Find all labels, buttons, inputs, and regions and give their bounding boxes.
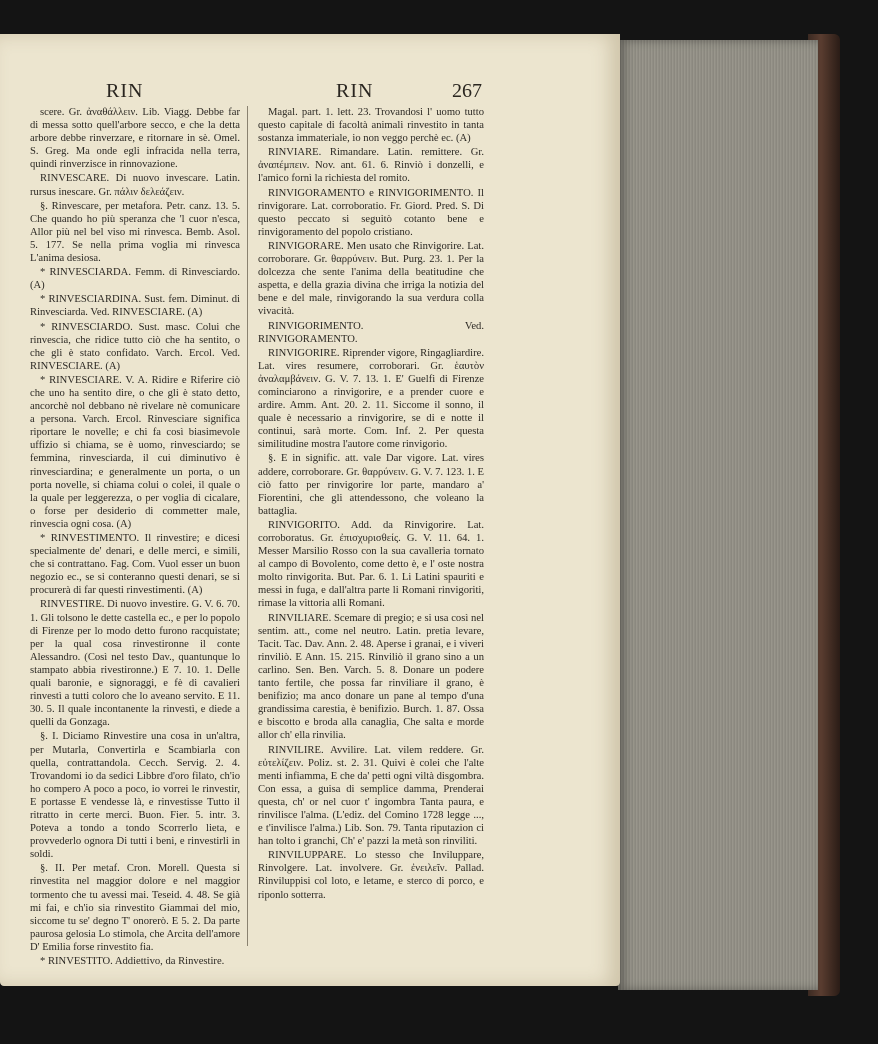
entry: RINVILIRE. Avvilire. Lat. vilem reddere. Gr. εὐτελίζειν. Poliz. st. 2. 31. Quivi è colei che l'alte menti infiamma, E che da' petti ogni viltà disgombra. Con essa, a guisa di semplice damma, Prenderai questa, ch' or nel cuor t' ingombra Tanta paura, e rinvilisce l'alma. (L'ediz. del Comino 1728 legge ..., e t'invilisce l'alma.) Lib. Son. 79. Tanta riputazion ci han tolto i granchi, Ch' e' pazzi la metà son rinviliti. bbox=[258, 744, 484, 848]
entry: * RINVESCIARDA. Femm. di Rinvesciardo. (A) bbox=[30, 267, 240, 292]
entry: * RINVESTITO. Addiettivo, da Rinvestire. bbox=[40, 956, 225, 967]
running-head-left: RIN bbox=[106, 80, 144, 102]
entry: Magal. part. 1. lett. 23. Trovandosi l' uomo tutto questo capitale di facoltà animali rinvestito in tanta sostanza immateriale, io non veggo perchè ec. (A) bbox=[258, 107, 484, 145]
entry: RINVILUPPARE. Lo stesso che Inviluppare, Rinvolgere. Lat. involvere. Gr. ἐνειλεῖν. Pallad. Rinviluppisi col loto, e letame, e sterco di porco, e riponlo sotterra. bbox=[258, 850, 484, 901]
entry: RINVIGORIMENTO. Ved. RINVIGORAMENTO. bbox=[258, 320, 484, 345]
entry: RINVIARE. Rimandare. Latin. remittere. Gr. ἀναπέμπειν. Nov. ant. 61. 6. Rinviò i donzelli, e l'amico fornì la richiesta del romito. bbox=[258, 147, 484, 185]
entry: * RINVESTIMENTO. Il rinvestire; e dicesi specialmente de' denari, e delle merci, e simili, che si contrattano. Fag. Com. Vuol esser un buon negozio ec., se si conteranno questi denari, se si procurerà di far questi rinvestimenti. (A) bbox=[30, 533, 240, 597]
open-book bbox=[0, 34, 840, 994]
entry: §. E in signific. att. vale Dar vigore. Lat. vires addere, corroborare. Gr. θαρρύνειν. G. V. 7. 123. 1. E ciò fatto per rinvigorire lor parte, mandaro a' Fiorentini, che gli attendessono, che voleano la battaglia. bbox=[258, 453, 484, 517]
right-column bbox=[258, 106, 484, 903]
entry: §. I. Diciamo Rinvestire una cosa in un'altra, per Mutarla, Convertirla e Scambiarla con quella, contrattandola. Cecch. Servig. 2. 4. Trovandomi io da sedici Libbre d'oro filato, ch'io ho compero A poco a poco, io vorrei le rinvestir, E portasse E vendesse là, e rinvestisse Tutto il ritratto in certe merci. Buon. Fier. 5. intr. 3. Poteva a tondo a tondo Scorrerlo lieta, e provvederlo ognora Di tutti i beni, e rinvestirli in soldi. bbox=[30, 731, 240, 861]
entry: RINVESCARE. Di nuovo invescare. Latin. rursus inescare. Gr. πάλιν δελεάζειν. bbox=[30, 173, 240, 198]
dictionary-page bbox=[0, 34, 620, 986]
entry: * RINVESCIARDINA. Sust. fem. Diminut. di Rinvesciarda. Ved. RINVESCIARE. (A) bbox=[30, 294, 240, 319]
running-head-right: RIN bbox=[336, 80, 374, 102]
entry: scere. Gr. ἀναθάλλειν. Lib. Viagg. Debbe far di messa sotto quell'arbore secco, e che la detta arbore debbe rinverzare, e ritornare in sè. Omel. S. Greg. Ma onde egli infracida nella terra, quindi rinverzisce in rinnovazione. bbox=[30, 107, 240, 171]
entry: RINVILIARE. Scemare di pregio; e si usa così nel sentim. att., come nel neutro. Latin. pretia levare, Tacit. Tac. Dav. Ann. 2. 48. Aperse i granai, e i viveri rinviliò. E Ann. 15. 215. Rinviliò il grano sino a un carlino. Sen. Ben. Varch. 5. 8. Donare un podere tanto fertile, che possa far rinviliare il grano, è benifizio; ma anco donare un pane al tempo d'una grandissima carestia, è benifizio. Burch. 1. 87. Ossa e biscotto e broda alla canaglia, Che salta e morde allor ch' ella rinvilia. bbox=[258, 612, 484, 742]
entry: * RINVESCIARDO. Sust. masc. Colui che rinvescia, che ridice tutto ciò che ha sentito, o che gli è stato confidato. Varch. Ercol. Ved. RINVESCIARE. (A) bbox=[30, 321, 240, 372]
column-divider bbox=[247, 106, 248, 946]
entry: RINVIGORARE. Men usato che Rinvigorire. Lat. corroborare. Gr. θαρρύνειν. But. Purg. 23. 1. Per la dolcezza che sente l'anima della beatitudine che aspetta, e della grazia divina che irriga la notizia del bene e del male, rinvigorando la sua verdura colla vivacità. bbox=[258, 240, 484, 318]
entry: * RINVESCIARE. V. A. Ridire e Riferire ciò che uno ha sentito dire, o che gli è stato detto, ancorchè nol debbano nè rivelare nè comunicare a persona. Varch. Ercol. Rinvesciare significa riportare le novelle; e chi fa così biasimevole uffizio si chiama, se è uomo, rinvesciardo; se femmina, rinvesciarda, il cui diminutivo è rinvesciardina; e generalmente un porta, o un porta novelle, si chiama colui o colei, il quale o la quale per leggerezza, o per voglia di cicalare, o forse per desiderio di commetter male, rinvescia ogni cosa. (A) bbox=[30, 374, 240, 530]
page-number: 267 bbox=[452, 80, 482, 102]
entry: §. Rinvescare, per metafora. Petr. canz. 13. 5. Che quando ho più speranza che 'l cuor n'esca, Allor più nel bel viso mi rinvesca. Bemb. Asol. 5. 177. Se nella prima voglia mi rinvesca L'anima desiosa. bbox=[30, 200, 240, 265]
entry: RINVESTIRE. Di nuovo investire. G. V. 6. 70. 1. Gli tolsono le dette castella ec., e per lo popolo di Firenze per lo modo detto furono racquistate; per la qual cosa rinvestironne il conte Alessandro. (Così nel testo Dav., quantunque lo stampato abbia rivestironne.) E 7. 10. 1. Delle quali baronie, e signoraggi, e fè di cavalieri rinvestì a tutti coloro che lo aveano servito. E 11. 30. 5. Il quale incontanente la rinvestì, e diede a quelli da Gonzaga. bbox=[30, 599, 240, 729]
entry: RINVIGORITO. Add. da Rinvigorire. Lat. corroboratus. Gr. ἐπισχυρισθείς. G. V. 11. 64. 1. Messer Marsilio Rosso con la sua cavalleria tornato al campo di Bovolento, come detto è, e l' oste nostra molto rinvigorita. But. Par. 6. 1. Li Latini spauriti e messi in fuga, e dall'altra parte li Romani rinvigoriti, rimase la vittoria alli Romani. bbox=[258, 519, 484, 610]
entry: RINVIGORIRE. Riprender vigore, Ringagliardire. Lat. vires resumere, corroborari. Gr. ἑαυτὸν ἀναλαμβάνειν. G. V. 7. 13. 1. E' Guelfi di Firenze cominciarono a rinvigorire, e a prender cuore e ardire. Amm. Ant. 20. 2. 11. Siccome il sonno, il quale è necessario a rinvigorire, se di e notte il continui, sarà morte. Com. Inf. 2. Per questa similitudine mostra l'autore come rinvigorìo. bbox=[258, 347, 484, 451]
left-column bbox=[30, 106, 240, 969]
page-block-edge bbox=[618, 40, 818, 990]
entry: RINVIGORAMENTO e RINVIGORIMENTO. Il rinvigorare. Lat. corroboratio. Fr. Giord. Pred. S. Di questo peccato si seguitò cotanto bene e rinvigoramento del popolo cristiano. bbox=[258, 187, 484, 238]
entry: §. II. Per metaf. Cron. Morell. Questa si rinvestita nel maggior dolore e nel maggior tormento che tu avessi mai. Teseid. 4. 48. Se già mi fai, e ch'io sia rinvestito Giammai del mio, siccome tu se' degno T' onorerò. E 5. 2. Da parte paurosa gelosia Lo stimola, che Arcita dell'amore D' Emilia forse rinvestito fia. bbox=[30, 863, 240, 953]
